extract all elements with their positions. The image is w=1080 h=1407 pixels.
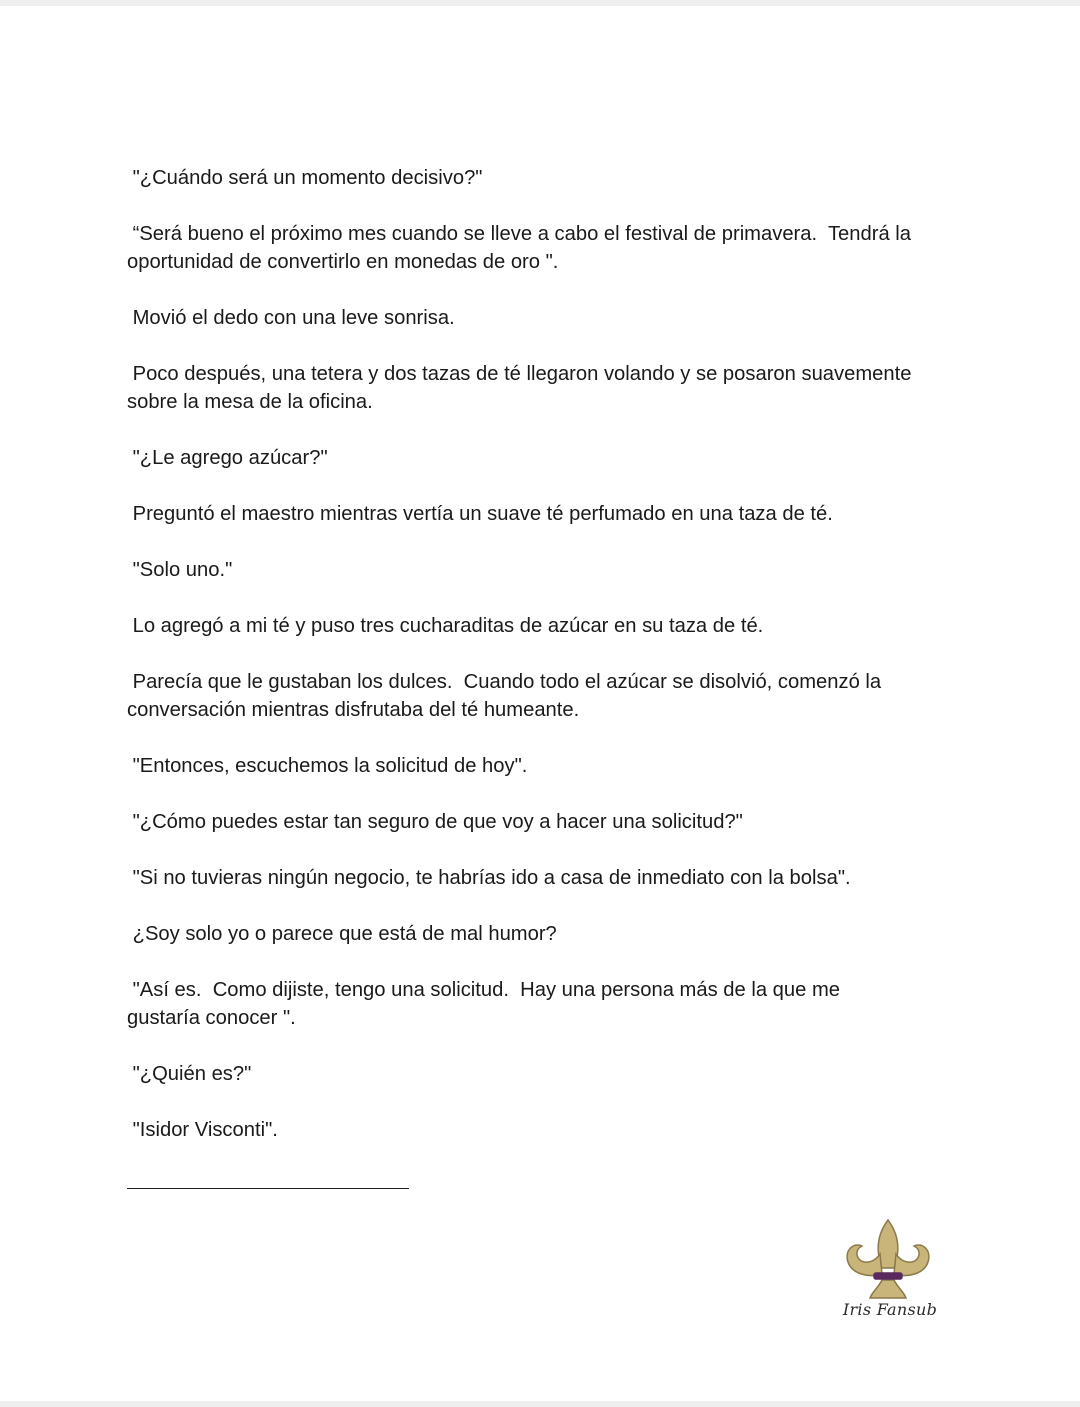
paragraph: Movió el dedo con una leve sonrisa. (127, 307, 455, 329)
paragraph: "¿Quién es?" (127, 1063, 252, 1085)
paragraph: "¿Le agrego azúcar?" (127, 447, 328, 469)
paragraph: "Isidor Visconti". (127, 1119, 278, 1141)
paragraph: "Si no tuvieras ningún negocio, te habrías ido a casa de inmediato con la bolsa". (127, 867, 851, 889)
document-body (127, 164, 957, 1172)
paragraph: Parecía que le gustaban los dulces. Cuando todo el azúcar se disolvió, comenzó la conversación mientras disfrutaba del té humeante. (127, 671, 882, 721)
paragraph: Poco después, una tetera y dos tazas de té llegaron volando y se posaron suavemente sobre la mesa de la oficina. (127, 363, 912, 413)
paragraph: "¿Cuándo será un momento decisivo?" (127, 167, 483, 189)
paragraph: ¿Soy solo yo o parece que está de mal humor? (127, 923, 557, 945)
document-page (0, 6, 1080, 1401)
paragraph: "Solo uno." (127, 559, 233, 581)
paragraph: "¿Cómo puedes estar tan seguro de que voy a hacer una solicitud?" (127, 811, 743, 833)
paragraph: “Será bueno el próximo mes cuando se lleve a cabo el festival de primavera. Tendrá la oportunidad de convertirlo en monedas de oro ". (127, 223, 911, 273)
paragraph: "Entonces, escuchemos la solicitud de hoy". (127, 755, 528, 777)
paragraph: "Así es. Como dijiste, tengo una solicitud. Hay una persona más de la que me gustaría conocer ". (127, 979, 840, 1029)
logo-text: Iris Fansub (842, 1300, 938, 1319)
section-separator (127, 1188, 409, 1189)
iris-fansub-logo (838, 1216, 942, 1326)
fleur-de-lis-icon (838, 1216, 942, 1300)
paragraph: Preguntó el maestro mientras vertía un suave té perfumado en una taza de té. (127, 503, 833, 525)
paragraph: Lo agregó a mi té y puso tres cucharaditas de azúcar en su taza de té. (127, 615, 764, 637)
